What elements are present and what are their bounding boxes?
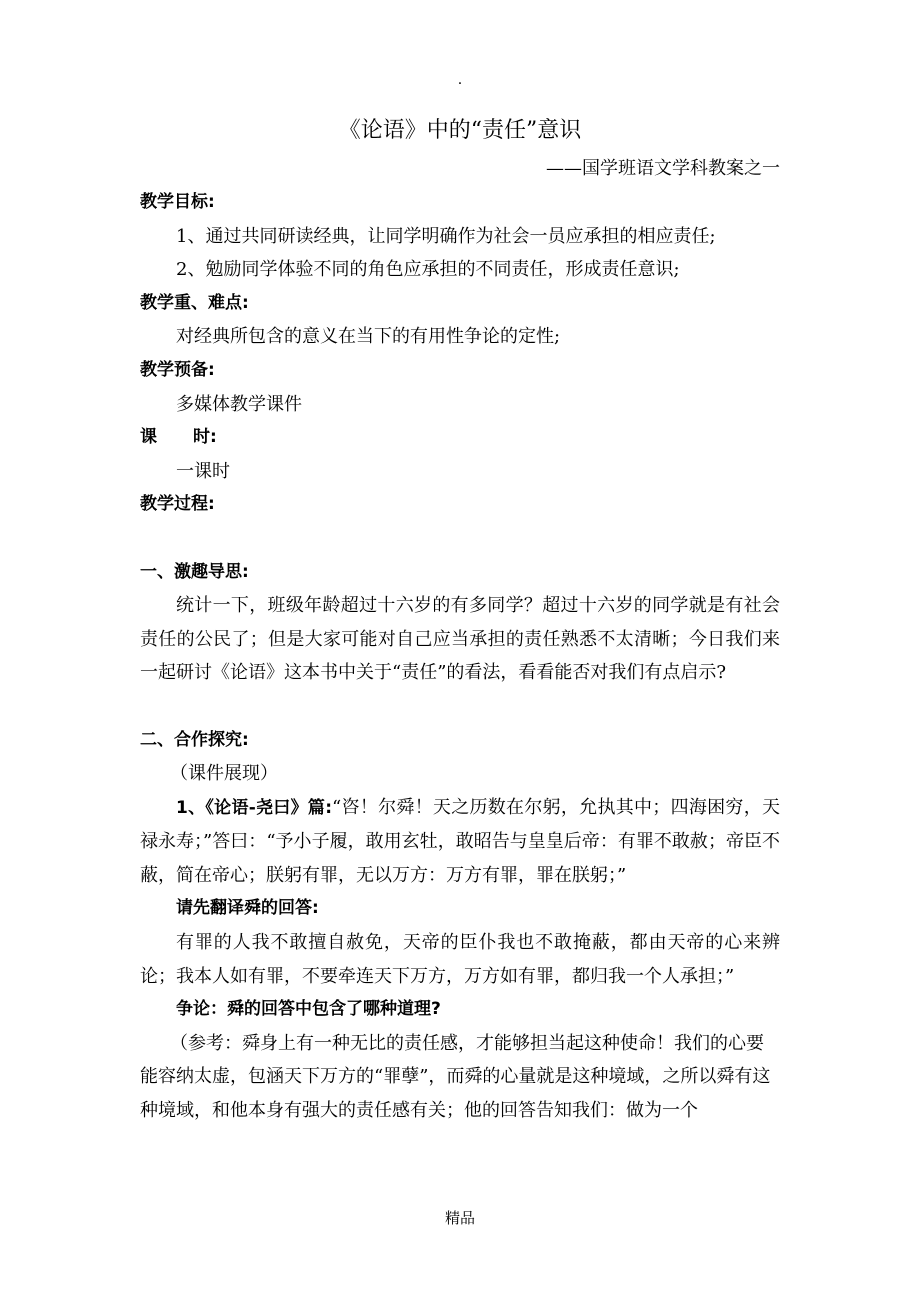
header-mark: .: [457, 72, 463, 88]
section1-heading: 一、激趣导思:: [140, 561, 249, 582]
page-title: 《论语》中的“责任”意识: [338, 118, 582, 143]
quote-paragraph: [140, 791, 780, 893]
objective-item-2: 2、勉励同学体验不同的角色应承担的不同责任，形成责任意识;: [176, 259, 680, 281]
quote-text: “咨！尔舜！天之历数在尔躬，允执其中；四海困穷，天禄永寿；”答曰：“予小子履，敢用玄牡，敢昭告与皇皇后帝：有罪不敢赦；帝臣不蔽，简在帝心；朕躬有罪，无以万方：万方有罪，罪在朕躬；”: [140, 796, 780, 886]
courseware-note: （课件展现）: [170, 763, 278, 785]
page-subtitle: ——国学班语文学科教案之一: [546, 158, 780, 179]
section1-text: 统计一下，班级年龄超过十六岁的有多同学？超过十六岁的同学就是有社会责任的公民了；但是大家可能对自己应当承担的责任熟悉不太清晰；今日我们来一起研讨《论语》这本书中关于“责任”的看法，看看能否对我们有点启示?: [140, 595, 780, 684]
keypoints-text: 对经典所包含的意义在当下的有用性争论的定性;: [176, 326, 561, 348]
preparation-text: 多媒体教学课件: [176, 393, 302, 415]
keypoints-heading: 教学重、难点:: [140, 292, 249, 313]
document-body: [140, 186, 780, 1128]
class-hours-heading-a: 课: [140, 427, 157, 448]
section2-heading: 二、合作探究:: [140, 729, 249, 750]
page-footer: 精品: [444, 1209, 475, 1227]
translate-prompt: 请先翻译舜的回答:: [176, 898, 319, 919]
preparation-heading: 教学预备:: [140, 359, 215, 380]
process-heading: 教学过程:: [140, 494, 215, 515]
class-hours-heading: [140, 421, 780, 455]
class-hours-heading-b: 时:: [193, 427, 217, 448]
debate-prompt: 争论：舜的回答中包含了哪种道理?: [176, 999, 441, 1020]
reference-text: （参考：舜身上有一种无比的责任感，才能够担当起这种使命！我们的心要能容纳太虚，包涵天下万方的“罪孽”，而舜的心量就是这种境域，之所以舜有这种境域，和他本身有强大的责任感有关；他的回答告知我们：做为一个: [140, 1032, 771, 1122]
class-hours-text: 一课时: [176, 460, 230, 482]
objectives-heading: 教学目标:: [140, 192, 215, 212]
blank-line: [140, 690, 780, 724]
quote-label: 1、《论语-尧曰》篇:: [176, 797, 333, 818]
blank-line: [140, 522, 780, 556]
objective-item-1: 1、通过共同研读经典，让同学明确作为社会一员应承担的相应责任;: [176, 225, 716, 247]
translation-text: 有罪的人我不敢擅自赦免，天帝的臣仆我也不敢掩蔽，都由天帝的心来辨论；我本人如有罪，不要牵连天下万方，万方如有罪，都归我一个人承担；”: [140, 932, 780, 987]
